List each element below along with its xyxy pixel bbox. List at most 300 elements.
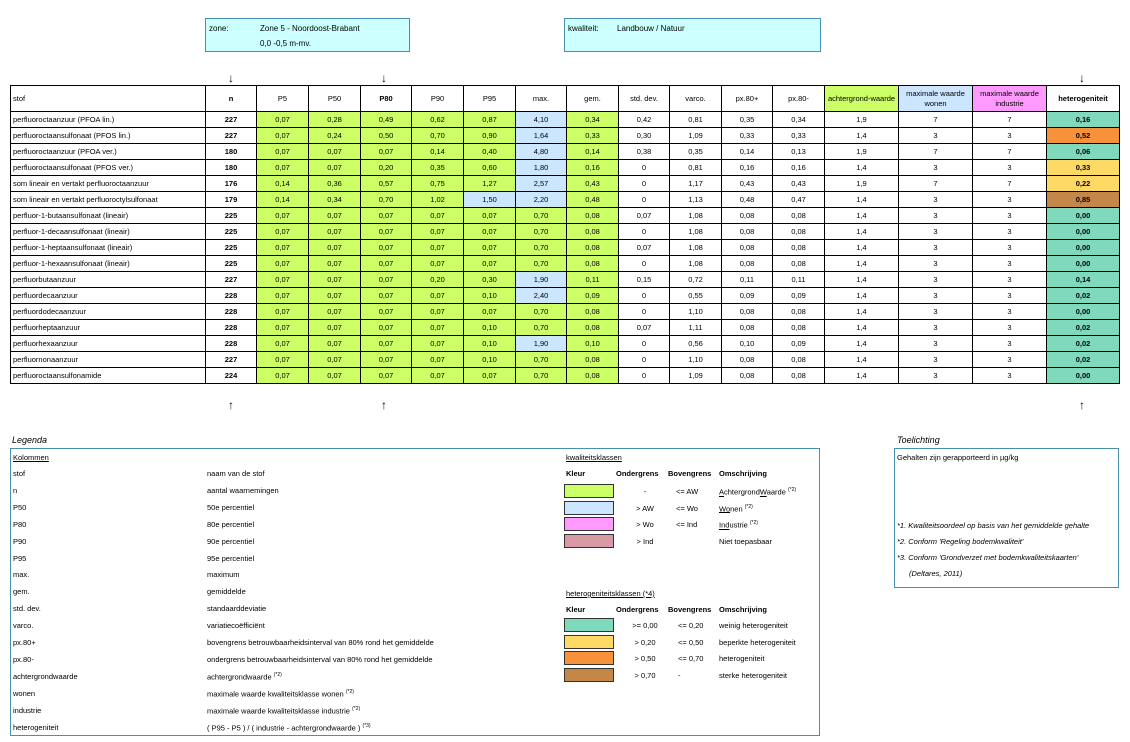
cell-sd: 0,42 [619,112,670,128]
depth-value: 0,0 -0,5 m-mv. [260,39,311,48]
toelichting-box [894,448,1119,588]
kwal-omschrijving [719,504,753,514]
table-row [11,256,1120,272]
cell-px80m: 0,08 [773,224,825,240]
cell-px80p: 0,11 [722,272,773,288]
legend-description-text: 80e percentiel [207,519,255,529]
cell-px80p: 0,08 [722,368,773,384]
cell-n: 225 [206,256,257,272]
cell-wonen: 3 [899,336,973,352]
legend-kolommen-label: Kolommen [13,453,49,462]
kwal-omschrijving-part: Niet toepasbaar [719,536,772,546]
kwal-swatch-pink [564,517,614,531]
cell-het: 0,02 [1047,288,1120,304]
cell-het: 0,02 [1047,336,1120,352]
cell-px80m: 0,08 [773,208,825,224]
cell-stof: perfluorhexaanzuur [11,336,206,352]
cell-aw: 1,4 [825,352,899,368]
col-header-heterogeniteit: heterogeniteit [1047,86,1120,112]
cell-px80m: 0,09 [773,336,825,352]
table-row [11,224,1120,240]
cell-p5: 0,07 [257,368,309,384]
cell-n: 225 [206,240,257,256]
cell-het: 0,85 [1047,192,1120,208]
table-row [11,160,1120,176]
cell-sd: 0 [619,288,670,304]
cell-n: 228 [206,336,257,352]
cell-aw: 1,4 [825,208,899,224]
cell-varco: 1,09 [670,128,722,144]
cell-wonen: 3 [899,304,973,320]
footnote-ref: (*2) [749,520,758,526]
het-bovengrens: <= 0,50 [678,637,704,647]
legend-key: industrie [13,705,42,715]
cell-p5: 0,07 [257,208,309,224]
cell-stof: perfluoroctaanzuur (PFOA lin.) [11,112,206,128]
kwal-swatch-green [564,484,614,498]
cell-stof: perfluordecaanzuur [11,288,206,304]
col-header-achtergrondwaarde: achtergrond-waarde [825,86,899,112]
col-header-wonen: maximale waarde wonen [899,86,973,112]
cell-industrie: 3 [973,288,1047,304]
kwal-omschrijving-part: Wo [719,504,731,513]
het-col-header: Kleur [566,605,586,614]
cell-p80: 0,07 [361,320,412,336]
col-header-px80-plus: px.80+ [722,86,773,112]
cell-p5: 0,14 [257,176,309,192]
table-row [11,208,1120,224]
cell-gem: 0,08 [567,256,619,272]
cell-gem: 0,08 [567,320,619,336]
cell-p50: 0,36 [309,176,361,192]
cell-p50: 0,07 [309,368,361,384]
cell-aw: 1,4 [825,368,899,384]
cell-aw: 1,4 [825,240,899,256]
kwal-omschrijving-part: W [759,487,767,497]
cell-industrie: 3 [973,352,1047,368]
cell-p5: 0,07 [257,352,309,368]
cell-p5: 0,07 [257,240,309,256]
cell-gem: 0,08 [567,368,619,384]
cell-p90: 1,02 [412,192,464,208]
het-bovengrens: <= 0,70 [678,654,704,663]
cell-stof: perfluor-1-hexaansulfonaat (lineair) [11,256,206,272]
cell-max: 0,70 [516,208,567,224]
cell-varco: 1,09 [670,368,722,384]
cell-aw: 1,9 [825,112,899,128]
cell-p95: 0,87 [464,112,516,128]
legend-key: stof [13,469,26,478]
cell-p5: 0,07 [257,272,309,288]
het-swatch-het_beperkt [564,635,614,649]
legend-description-text: ondergrens betrouwbaarheidsinterval van 80% rond het gemiddelde [207,654,433,664]
legend-description-text: standaarddeviatie [207,604,267,614]
cell-varco: 0,81 [670,160,722,176]
cell-varco: 1,08 [670,240,722,256]
kwal-bovengrens: <= Ind [676,520,698,529]
cell-p90: 0,14 [412,144,464,160]
cell-p5: 0,14 [257,192,309,208]
cell-px80p: 0,08 [722,240,773,256]
table-row [11,112,1120,128]
het-omschrijving: sterke heterogeniteit [719,670,787,680]
cell-px80m: 0,47 [773,192,825,208]
cell-aw: 1,4 [825,288,899,304]
cell-p95: 0,10 [464,352,516,368]
cell-p50: 0,07 [309,256,361,272]
cell-p95: 0,07 [464,224,516,240]
cell-p80: 0,20 [361,160,412,176]
col-header-std-dev: std. dev. [619,86,670,112]
cell-n: 227 [206,352,257,368]
legend-description [207,723,371,733]
cell-stof: perfluorheptaanzuur [11,320,206,336]
cell-p95: 0,10 [464,320,516,336]
cell-p90: 0,07 [412,368,464,384]
cell-gem: 0,43 [567,176,619,192]
cell-p80: 0,50 [361,128,412,144]
cell-p95: 0,40 [464,144,516,160]
cell-p90: 0,75 [412,176,464,192]
cell-sd: 0 [619,176,670,192]
cell-sd: 0 [619,160,670,176]
table-row [11,144,1120,160]
table-row [11,352,1120,368]
cell-p95: 0,30 [464,272,516,288]
legend-key: P80 [13,519,27,529]
cell-varco: 1,08 [670,208,722,224]
cell-sd: 0,30 [619,128,670,144]
cell-industrie: 3 [973,192,1047,208]
cell-varco: 1,17 [670,176,722,192]
het-bovengrens: - [678,670,681,680]
legend-key: P90 [13,536,27,546]
col-header-px80-minus: px.80- [773,86,825,112]
arrow-down-p80: ↓ [381,71,387,85]
col-header-industrie: maximale waarde industrie [973,86,1047,112]
cell-px80m: 0,08 [773,352,825,368]
cell-max: 1,90 [516,336,567,352]
cell-p90: 0,62 [412,112,464,128]
cell-stof: som lineair en vertakt perfluoroctylsulfonaat [11,192,206,208]
cell-n: 180 [206,160,257,176]
cell-sd: 0 [619,304,670,320]
statistics-table [10,85,1120,384]
kwal-swatch-mauve [564,534,614,548]
cell-gem: 0,09 [567,288,619,304]
legend-description [207,638,434,647]
cell-p80: 0,07 [361,224,412,240]
cell-px80p: 0,08 [722,256,773,272]
cell-wonen: 3 [899,192,973,208]
het-swatch-het_weinig [564,618,614,632]
cell-sd: 0,07 [619,240,670,256]
cell-p95: 0,07 [464,208,516,224]
cell-p50: 0,07 [309,144,361,160]
cell-px80p: 0,14 [722,144,773,160]
cell-p80: 0,07 [361,288,412,304]
col-header-p90: P90 [412,86,464,112]
cell-p50: 0,28 [309,112,361,128]
cell-het: 0,06 [1047,144,1120,160]
footnote-ref: (*3) [362,722,371,729]
cell-max: 2,57 [516,176,567,192]
cell-p90: 0,07 [412,320,464,336]
cell-px80m: 0,09 [773,288,825,304]
cell-p5: 0,07 [257,224,309,240]
cell-industrie: 7 [973,112,1047,128]
cell-gem: 0,08 [567,352,619,368]
legend-key: gem. [13,587,30,597]
table-row [11,304,1120,320]
cell-varco: 0,35 [670,144,722,160]
cell-sd: 0,07 [619,320,670,336]
col-header-varco: varco. [670,86,722,112]
cell-px80p: 0,48 [722,192,773,208]
legend-key: heterogeniteit [13,722,59,732]
legend-description-text: achtergrondwaarde [207,672,272,682]
cell-max: 4,10 [516,112,567,128]
cell-max: 1,80 [516,160,567,176]
het-ondergrens: >= 0,00 [632,621,658,630]
legend-description-text: gemiddelde [207,587,246,597]
het-col-header: Ondergrens [616,605,659,614]
het-ondergrens: > 0,50 [634,654,656,663]
cell-gem: 0,10 [567,336,619,352]
quality-value: Landbouw / Natuur [617,24,685,33]
cell-n: 227 [206,128,257,144]
zone-info-box [205,18,410,52]
legend-key: varco. [13,621,34,631]
cell-p90: 0,07 [412,224,464,240]
cell-gem: 0,14 [567,144,619,160]
cell-het: 0,16 [1047,112,1120,128]
legend-description-text: bovengrens betrouwbaarheidsinterval van 80% rond het gemiddelde [207,638,434,647]
cell-stof: perfluor-1-butaansulfonaat (lineair) [11,208,206,224]
cell-varco: 0,56 [670,336,722,352]
kwal-ondergrens: > Ind [636,536,654,546]
cell-p50: 0,07 [309,288,361,304]
cell-varco: 1,13 [670,192,722,208]
cell-stof: perfluoroctaansulfonaat (PFOS lin.) [11,128,206,144]
cell-wonen: 3 [899,240,973,256]
legend-key: px.80+ [13,638,36,647]
cell-wonen: 3 [899,288,973,304]
cell-p80: 0,57 [361,176,412,192]
het-ondergrens: > 0,70 [634,670,656,680]
cell-p95: 0,07 [464,240,516,256]
cell-p50: 0,07 [309,160,361,176]
arrow-down-n: ↓ [228,71,234,85]
footnote-ref: (*2) [352,705,361,712]
cell-gem: 0,08 [567,224,619,240]
legend-description-text: maximale waarde kwaliteitsklasse industrie [207,706,350,716]
cell-stof: perfluordodecaanzuur [11,304,206,320]
cell-max: 0,70 [516,304,567,320]
legend-description-text: 90e percentiel [207,536,255,546]
cell-stof: perfluor-1-decaansulfonaat (lineair) [11,224,206,240]
cell-wonen: 3 [899,320,973,336]
cell-n: 225 [206,208,257,224]
col-header-gem: gem. [567,86,619,112]
cell-wonen: 3 [899,208,973,224]
cell-het: 0,00 [1047,208,1120,224]
col-header-n: n [206,86,257,112]
cell-industrie: 3 [973,336,1047,352]
legend-key: P95 [13,553,27,563]
het-omschrijving: heterogeniteit [719,654,765,663]
cell-industrie: 3 [973,160,1047,176]
legend-key: px.80- [13,654,34,664]
cell-gem: 0,08 [567,240,619,256]
cell-industrie: 3 [973,208,1047,224]
legend-description-text: 95e percentiel [207,553,255,563]
cell-p50: 0,07 [309,272,361,288]
cell-max: 0,70 [516,240,567,256]
legend-description [207,655,433,664]
cell-industrie: 3 [973,224,1047,240]
cell-p50: 0,24 [309,128,361,144]
cell-gem: 0,16 [567,160,619,176]
cell-p95: 1,50 [464,192,516,208]
cell-industrie: 7 [973,144,1047,160]
cell-p80: 0,07 [361,272,412,288]
cell-wonen: 3 [899,272,973,288]
cell-wonen: 3 [899,256,973,272]
cell-max: 0,70 [516,224,567,240]
kwal-bovengrens: <= Wo [676,503,698,513]
legend-description [207,503,254,512]
legend-description [207,621,265,630]
kwal-omschrijving [719,487,796,497]
cell-aw: 1,4 [825,304,899,320]
cell-aw: 1,4 [825,192,899,208]
cell-p5: 0,07 [257,336,309,352]
cell-het: 0,52 [1047,128,1120,144]
table-row [11,240,1120,256]
het-swatch-het_sterk [564,668,614,682]
kwal-omschrijving-part: ustrie [729,520,748,530]
cell-max: 4,80 [516,144,567,160]
legend-description [207,486,279,495]
col-header-max: max. [516,86,567,112]
cell-p5: 0,07 [257,288,309,304]
cell-het: 0,00 [1047,256,1120,272]
zone-value: Zone 5 - Noordoost-Brabant [260,24,360,33]
legend-description [207,706,360,716]
cell-p90: 0,07 [412,208,464,224]
cell-p50: 0,07 [309,208,361,224]
cell-stof: perfluornonaanzuur [11,352,206,368]
cell-wonen: 3 [899,368,973,384]
cell-p80: 0,07 [361,144,412,160]
cell-max: 2,40 [516,288,567,304]
cell-stof: som lineair en vertakt perfluoroctaanzuur [11,176,206,192]
cell-px80m: 0,16 [773,160,825,176]
cell-industrie: 3 [973,272,1047,288]
cell-aw: 1,4 [825,320,899,336]
kwal-omschrijving [719,537,772,546]
cell-p90: 0,07 [412,352,464,368]
cell-px80p: 0,08 [722,208,773,224]
cell-wonen: 3 [899,224,973,240]
cell-px80m: 0,08 [773,256,825,272]
cell-p90: 0,07 [412,288,464,304]
cell-varco: 1,08 [670,224,722,240]
het-ondergrens: > 0,20 [634,637,656,647]
cell-p80: 0,07 [361,240,412,256]
legend-description [207,672,282,682]
cell-px80p: 0,09 [722,288,773,304]
table-row [11,288,1120,304]
cell-p5: 0,07 [257,112,309,128]
cell-industrie: 3 [973,240,1047,256]
cell-stof: perfluor-1-heptaansulfonaat (lineair) [11,240,206,256]
cell-varco: 1,11 [670,320,722,336]
cell-wonen: 3 [899,160,973,176]
cell-p90: 0,07 [412,256,464,272]
cell-p50: 0,07 [309,352,361,368]
cell-varco: 0,81 [670,112,722,128]
legend-key: achtergrondwaarde [13,671,78,681]
het-swatch-het_hetero [564,651,614,665]
quality-info-box [564,18,821,52]
cell-sd: 0 [619,336,670,352]
zone-label: zone: [209,24,229,33]
cell-industrie: 3 [973,256,1047,272]
legend-description [207,587,246,596]
unit-note: Gehalten zijn gerapporteerd in µg/kg [897,453,1019,462]
col-header-p95: P95 [464,86,516,112]
cell-aw: 1,9 [825,176,899,192]
col-header-stof: stof [11,86,206,112]
cell-p80: 0,49 [361,112,412,128]
kwal-col-header: Kleur [566,469,586,478]
cell-p90: 0,07 [412,336,464,352]
cell-max: 0,70 [516,352,567,368]
cell-stof: perfluoroctaanzuur (PFOA ver.) [11,144,206,160]
legend-description-text: 50e percentiel [207,502,255,512]
cell-het: 0,14 [1047,272,1120,288]
table-row [11,336,1120,352]
cell-stof: perfluoroctaansulfonaat (PFOS ver.) [11,160,206,176]
cell-wonen: 3 [899,128,973,144]
cell-px80p: 0,08 [722,320,773,336]
table-row [11,320,1120,336]
cell-industrie: 3 [973,128,1047,144]
cell-n: 179 [206,192,257,208]
cell-sd: 0 [619,352,670,368]
het-bovengrens: <= 0,20 [678,621,704,630]
legend-key: n [13,485,18,495]
cell-p80: 0,07 [361,336,412,352]
cell-p80: 0,70 [361,192,412,208]
cell-p5: 0,07 [257,320,309,336]
cell-px80p: 0,08 [722,304,773,320]
legend-description [207,689,354,699]
cell-gem: 0,08 [567,208,619,224]
cell-industrie: 7 [973,176,1047,192]
cell-p5: 0,07 [257,160,309,176]
cell-varco: 0,72 [670,272,722,288]
kwal-omschrijving-part: nen [730,504,743,513]
cell-px80m: 0,08 [773,368,825,384]
cell-px80m: 0,33 [773,128,825,144]
cell-p80: 0,07 [361,208,412,224]
kwal-col-header: Ondergrens [616,469,659,478]
cell-n: 227 [206,272,257,288]
quality-label: kwaliteit: [568,24,599,33]
